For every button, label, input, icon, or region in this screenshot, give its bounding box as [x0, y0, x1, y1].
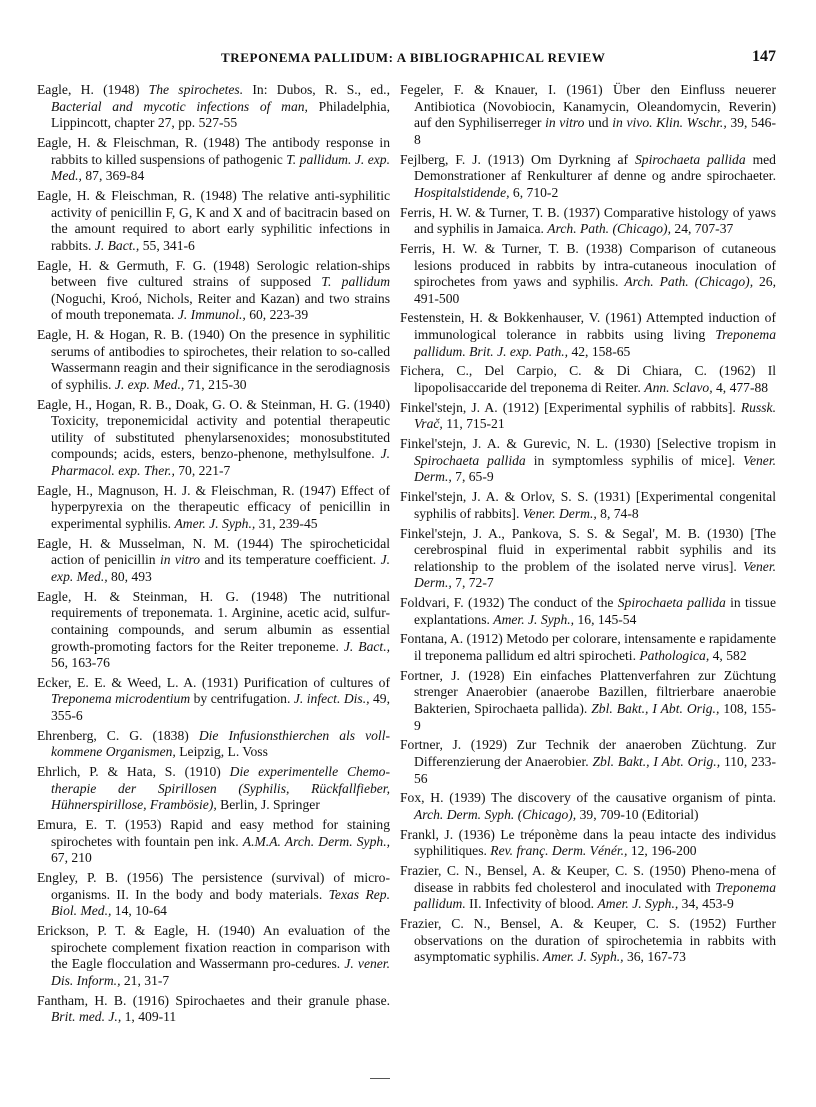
reference-text: Finkel'stejn, J. A., Pankova, S. S. & Segal', M. B. (1930) [The cerebrospinal fluid in experimental rabbit syphilis and its relationship to the problem of the isolated nerve virus]. [400, 525, 776, 574]
reference-text: 67, 210 [51, 850, 92, 866]
reference-text: 108, 155-9 [414, 701, 776, 733]
reference-text: 14, 10-64 [111, 903, 167, 919]
reference-italic-text: Vener. Derm., [522, 505, 597, 521]
reference-text: In: Dubos, R. S., ed., [243, 82, 390, 97]
reference-text: Frankl, J. (1936) Le tréponème dans la peau intacte des individus syphilitiques. [400, 826, 776, 859]
reference-italic-text: A.M.A. Arch. Derm. Syph., [242, 833, 390, 849]
reference-text: Emura, E. T. (1953) Rapid and easy method for staining spirochetes with fountain pen ink. [37, 817, 390, 849]
running-head: TREPONEMA PALLIDUM: A BIBLIOGRAPHICAL REVIEW [221, 50, 606, 65]
reference-italic-text: in vitro [545, 115, 585, 131]
reference-text: 80, 493 [107, 568, 152, 584]
reference-text: und [584, 115, 613, 131]
reference-text: Erickson, P. T. & Eagle, H. (1940) An evaluation of the spirochete complement fixation reaction in comparison with the Eagle flocculation and Wassermann pro-cedures. [37, 923, 390, 972]
reference-text: 110, 233-56 [414, 754, 776, 786]
reference-italic-text: Arch. Derm. Syph. (Chicago), [414, 806, 577, 822]
reference-text: Eagle, H., Magnuson, H. J. & Fleischman, R. (1947) Effect of hyperpyrexia on the therapeutic efficacy of penicillin in experimental syphilis. [37, 482, 390, 531]
reference-entry [400, 916, 776, 966]
reference-entry [37, 675, 390, 725]
reference-text: 11, 715-21 [442, 416, 505, 432]
reference-text: Finkel'stejn, J. A. & Orlov, S. S. (1931) [Experimental congenital syphilis of rabbits]. [400, 489, 776, 521]
reference-entry [400, 400, 776, 433]
reference-entry [400, 152, 776, 202]
reference-text: 1, 409-11 [121, 1009, 177, 1025]
reference-text: 56, 163-76 [51, 655, 110, 671]
reference-text: Frazier, C. N., Bensel, A. & Keuper, C. S. (1950) Pheno-mena of disease in rabbits fed cholesterol and inoculated with [400, 863, 776, 895]
reference-text: Eagle, H. & Germuth, F. G. (1948) Serologic relation-ships between five cultured strains of supposed [37, 257, 390, 290]
reference-entry [400, 863, 776, 913]
reference-text: 31, 239-45 [255, 515, 318, 531]
reference-text: in tissue explantations. [414, 595, 776, 627]
reference-italic-text: in vitro [159, 552, 201, 568]
reference-text: Leipzig, L. Voss [175, 744, 268, 760]
reference-italic-text: J. infect. Dis., [293, 691, 370, 707]
reference-entry [400, 363, 776, 396]
reference-text: Eagle, H. & Fleischman, R. (1948) The antibody response in rabbits to killed suspensions of pathogenic [37, 134, 390, 167]
reference-text: Fichera, C., Del Carpio, C. & Di Chiara, C. (1962) Il lipopolisaccaride del treponema di Reiter. [400, 363, 776, 396]
reference-entry [37, 258, 390, 324]
reference-italic-text: J. Immunol., [177, 307, 246, 323]
reference-entry [400, 489, 776, 522]
reference-text: Festenstein, H. & Bokkenhauser, V. (1961) Attempted induction of immunological tolerance in rabbits using living [400, 310, 776, 343]
reference-italic-text: Zbl. Bakt., I Abt. Orig., [592, 754, 721, 769]
reference-text: 42, 158-65 [568, 343, 631, 359]
reference-text: 87, 369-84 [81, 168, 145, 184]
reference-text: 7, 72-7 [451, 575, 494, 591]
reference-text: Finkel'stejn, J. A. (1912) [Experimental syphilis of rabbits]. [400, 399, 741, 415]
reference-italic-text: Rev. franç. Derm. Vénér., [490, 843, 628, 859]
reference-italic-text: J. exp. Med., [51, 552, 390, 584]
reference-text: Foldvari, F. (1932) The conduct of the [400, 595, 618, 611]
reference-italic-text: Amer. J. Syph., [174, 515, 256, 531]
reference-text: Eagle, H. & Musselman, N. M. (1944) The spirocheticidal action of penicillin [37, 535, 390, 568]
reference-italic-text: Treponema pallidum. [414, 879, 776, 912]
reference-text: Eagle, H. & Steinman, H. G. (1948) The nutritional requirements of treponemata. 1. Arginine, acetic acid, sulfur-containing compounds, and serum albumin as essential growth-promoting factors for the Reiter treponeme. [37, 588, 390, 654]
reference-entry [37, 135, 390, 185]
reference-italic-text: Texas Rep. Biol. Med., [51, 886, 390, 919]
reference-text: 60, 223-39 [245, 307, 309, 323]
reference-text: Ecker, E. E. & Weed, L. A. (1931) Purification of cultures of [37, 674, 390, 690]
reference-entry [37, 728, 390, 761]
reference-italic-text: Amer. J. Syph., [597, 896, 679, 912]
reference-text: Ehrlich, P. & Hata, S. (1910) [37, 764, 230, 780]
reference-italic-text: Die Infusionsthierchen als voll-kommene Organismen, [51, 727, 391, 760]
reference-italic-text: Spirochaeta pallida [414, 452, 526, 468]
reference-entry [37, 993, 390, 1026]
reference-text: (Noguchi, Kroó, Nichols, Reiter and Kazan) and two strains of mouth treponemata. [51, 290, 390, 323]
reference-italic-text: J. exp. Med., [114, 376, 185, 392]
page-header [0, 48, 816, 72]
reference-text: Ferris, H. W. & Turner, T. B. (1938) Comparison of cutaneous lesions produced in rabbits by intra-cutaneous inoculation of spirochetes from yaws and syphilis. [400, 240, 776, 290]
reference-text: 7, 65-9 [451, 469, 494, 485]
reference-text: 71, 215-30 [184, 376, 247, 392]
reference-entry [37, 536, 390, 586]
reference-text: Fortner, J. (1928) Ein einfaches Plattenverfahren zur Züchtung strenger Anaerobier (anaerobe Bazillen, filtrierbare anaerobie Bakterien, Spirochaeta pallida). [400, 667, 776, 717]
reference-text: Eagle, H. & Hogan, R. B. (1940) On the presence in syphilitic serums of antibodies to spirochetes, their relation to so-called Wassermann reagin and their significance in the serodiagnosis of syphilis. [37, 327, 390, 392]
reference-text: by centrifugation. [190, 691, 294, 707]
reference-italic-text: Bacterial and mycotic infections of man, [51, 98, 308, 114]
reference-text: 4, 582 [709, 648, 747, 664]
reference-entry [37, 817, 390, 867]
reference-italic-text: J. vener. Dis. Inform., [51, 956, 390, 988]
reference-text: 24, 707-37 [671, 221, 734, 237]
reference-italic-text: Vener. Derm., [414, 452, 776, 485]
reference-text: and its temperature coefficient. [200, 552, 381, 568]
reference-text: 16, 145-54 [574, 611, 637, 627]
reference-entry [37, 327, 390, 393]
reference-italic-text: Treponema pallidum. Brit. J. exp. Path., [414, 327, 776, 359]
reference-entry [400, 310, 776, 360]
reference-text: Fortner, J. (1929) Zur Technik der anaeroben Züchtung. Zur Differenzierung der Anaerobier. [400, 737, 776, 769]
reference-text: 49, 355-6 [51, 691, 390, 724]
reference-column-left [37, 82, 390, 1029]
reference-italic-text: Pathologica, [639, 648, 710, 664]
reference-text: 34, 453-9 [678, 896, 734, 912]
reference-italic-text: The spirochetes. [148, 82, 244, 97]
reference-entry [400, 595, 776, 628]
reference-text: in symptomless syphilis of mice]. [525, 452, 744, 468]
reference-text: Eagle, H. & Fleischman, R. (1948) The relative anti-syphilitic activity of penicillin F, G, K and X and of bacitracin based on the amount required to abort early syphilitic infections in rabbits. [37, 187, 390, 253]
reference-italic-text: Arch. Path. (Chicago), [624, 274, 754, 290]
reference-entry [400, 205, 776, 238]
column-end-rule [370, 1078, 390, 1079]
reference-text: 39, 546-8 [414, 115, 776, 147]
reference-text: Frazier, C. N., Bensel, A. & Keuper, C. S. (1952) Further observations on the duration of spirochetemia in rabbits with asymptomatic syphilis. [400, 916, 776, 965]
reference-text: Engley, P. B. (1956) The persistence (survival) of micro-organisms. II. In the body and body materials. [37, 870, 390, 902]
reference-italic-text: Spirochaeta pallida [634, 151, 746, 167]
reference-italic-text: Die experimentelle Chemo-therapie der Spirillosen (Syphilis, Rückfallfieber, Hühnerspirillose, Frambösie), [51, 764, 390, 813]
reference-text: Fox, H. (1939) The discovery of the causative organism of pinta. [400, 790, 776, 806]
reference-entry [400, 668, 776, 734]
reference-text: med Demonstrationer af Renkulturer af denne og andre spirochaeter. [414, 151, 776, 184]
reference-entry [37, 870, 390, 920]
reference-entry [400, 241, 776, 307]
reference-text: 12, 196-200 [627, 843, 697, 859]
reference-text: Fantham, H. B. (1916) Spirochaetes and their granule phase. [37, 992, 390, 1008]
reference-italic-text: Treponema microdentium [51, 691, 191, 707]
reference-entry [37, 82, 390, 132]
reference-italic-text: Brit. med. J., [51, 1009, 122, 1025]
reference-text: Finkel'stejn, J. A. & Gurevic, N. L. (1930) [Selective tropism in [400, 436, 776, 452]
reference-column-right [400, 82, 776, 969]
reference-entry [37, 188, 390, 254]
reference-text: 36, 167-73 [623, 949, 686, 965]
reference-text: 4, 477-88 [712, 380, 769, 396]
reference-italic-text: T. pallidum. J. exp. Med., [51, 151, 390, 184]
reference-text: Berlin, J. Springer [216, 797, 320, 813]
reference-text: Ferris, H. W. & Turner, T. B. (1937) Comparative histology of yaws and syphilis in Jamaica. [400, 204, 776, 237]
reference-text: Fejlberg, F. J. (1913) Om Dyrkning af [400, 151, 635, 167]
reference-italic-text: J. Bact., [94, 237, 140, 253]
reference-italic-text: Russk. Vrač, [414, 399, 776, 432]
reference-entry [400, 790, 776, 823]
reference-italic-text: Ann. Sclavo, [644, 380, 713, 396]
reference-text: Eagle, H., Hogan, R. B., Doak, G. O. & Steinman, H. G. (1940) Toxicity, treponemicidal activity and potential therapeutic utility of substituted phenylarsenoxides; monosubstituted compounds; acids, esters, benzo-phenone, methylsulfone. [37, 396, 390, 462]
reference-italic-text: in vivo. Klin. Wschr., [612, 115, 727, 131]
reference-text: Eagle, H. (1948) [37, 82, 149, 97]
reference-entry [37, 923, 390, 989]
reference-italic-text: J. Bact., [343, 638, 390, 654]
reference-italic-text: T. pallidum [321, 274, 391, 290]
reference-text: Ehrenberg, C. G. (1838) [37, 727, 199, 743]
reference-text: Philadelphia, Lippincott, chapter 27, pp. 527-55 [51, 98, 390, 131]
reference-italic-text: Zbl. Bakt., I Abt. Orig., [591, 701, 720, 717]
reference-text: Fontana, A. (1912) Metodo per colorare, intensamente e rapidamente il treponema pallidum ed altri spirocheti. [400, 631, 776, 664]
reference-entry [400, 436, 776, 486]
reference-entry [37, 483, 390, 533]
reference-italic-text: J. Pharmacol. exp. Ther., [51, 446, 390, 478]
page-number: 147 [752, 48, 776, 65]
reference-text: 26, 491-500 [414, 274, 776, 306]
reference-entry [400, 631, 776, 664]
reference-italic-text: Vener. Derm., [414, 558, 776, 591]
reference-entry [37, 589, 390, 672]
reference-entry [37, 397, 390, 480]
reference-text: Fegeler, F. & Knauer, I. (1961) Über den Einfluss neuerer Antibiotica (Novobiocin, Kanamycin, Oleandomycin, Reverin) auf den Syphiliserreger [400, 82, 776, 131]
reference-italic-text: Hospitalstidende, [414, 184, 510, 200]
reference-italic-text: Amer. J. Syph., [493, 611, 575, 627]
reference-text: II. Infectivity of blood. [465, 896, 598, 912]
reference-italic-text: Spirochaeta pallida [617, 595, 726, 611]
reference-text: 8, 74-8 [596, 505, 639, 521]
reference-entry [37, 764, 390, 814]
reference-text: 55, 341-6 [139, 237, 195, 253]
reference-text: 70, 221-7 [174, 463, 231, 478]
reference-text: 6, 710-2 [509, 184, 559, 200]
reference-entry [400, 737, 776, 787]
reference-italic-text: Amer. J. Syph., [542, 949, 624, 965]
reference-italic-text: Arch. Path. (Chicago), [547, 221, 671, 237]
reference-entry [400, 827, 776, 860]
reference-entry [400, 526, 776, 592]
reference-entry [400, 82, 776, 148]
reference-text: 21, 31-7 [120, 972, 170, 988]
reference-text: 39, 709-10 (Editorial) [576, 806, 699, 822]
